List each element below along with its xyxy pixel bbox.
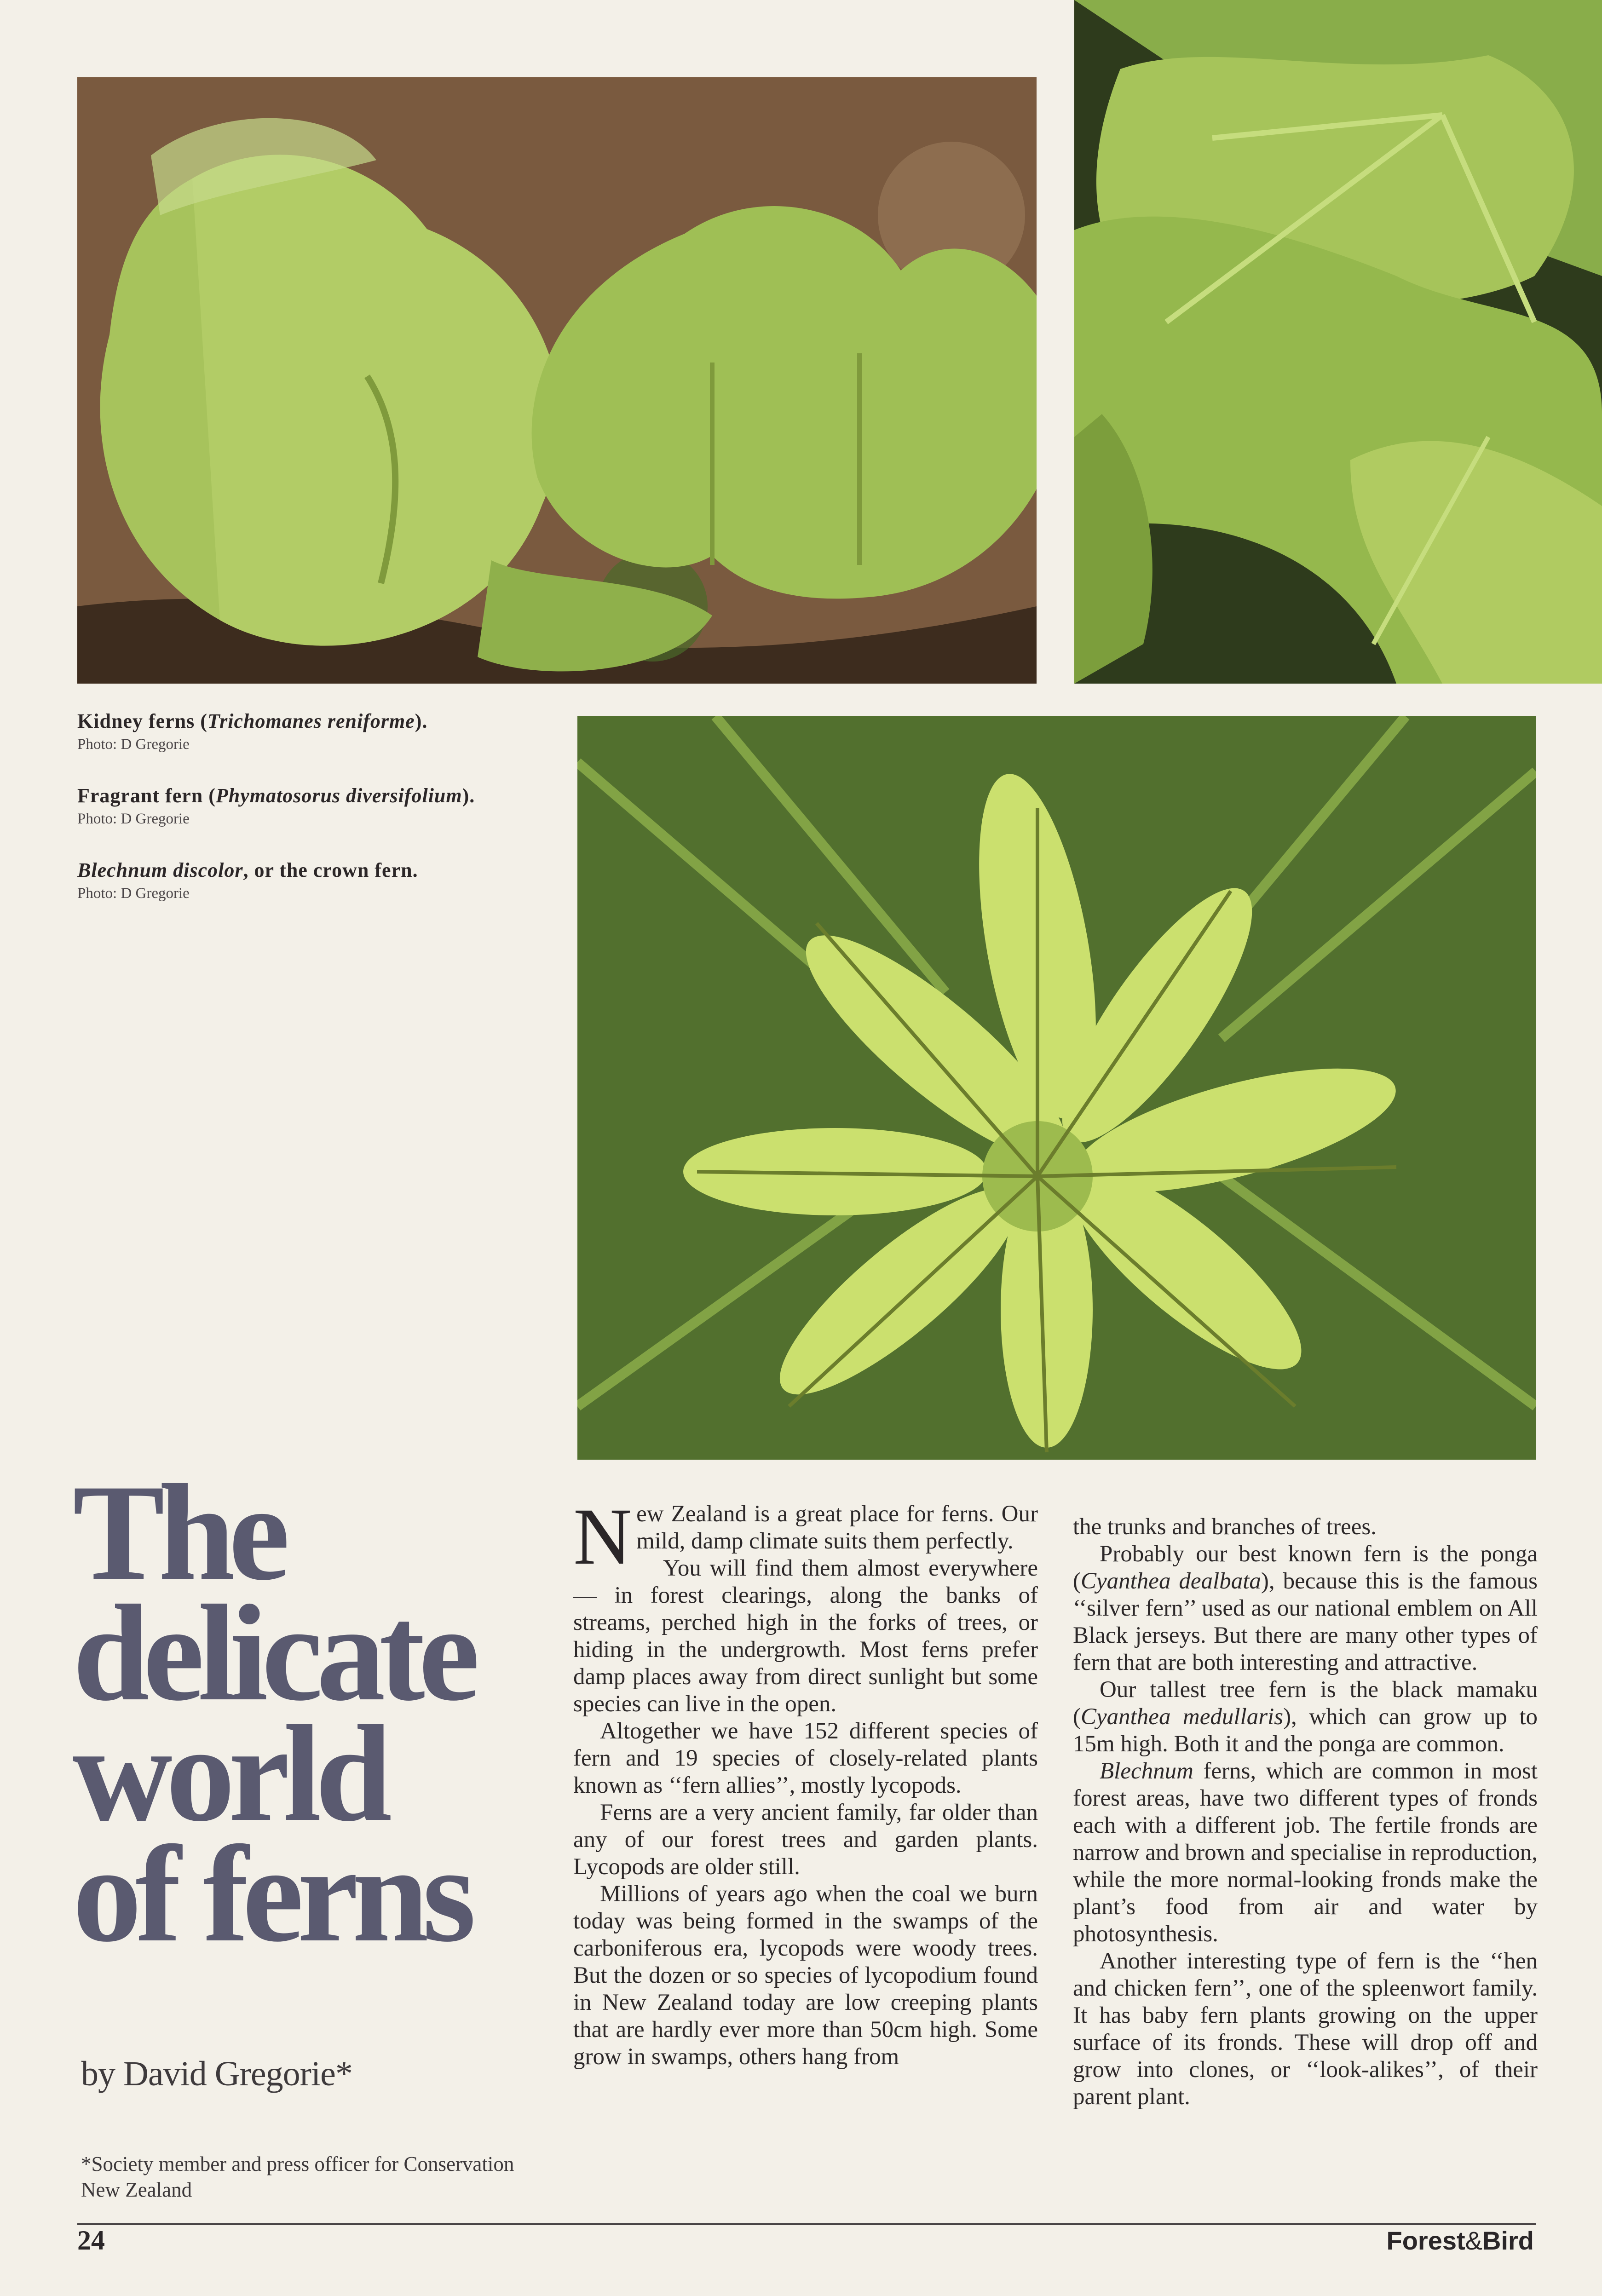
caption-title: Blechnum discolor, or the crown fern. bbox=[77, 859, 418, 881]
article-column-1 bbox=[573, 1492, 1038, 2071]
headline-line: world bbox=[73, 1697, 386, 1850]
drop-cap: N bbox=[573, 1492, 632, 1582]
caption-credit: Photo: D Gregorie bbox=[77, 885, 190, 902]
byline: by David Gregorie* bbox=[81, 2054, 352, 2093]
article-paragraph: Another interesting type of fern is the ‘‘hen and chicken fern’’, one of the spleenwort family. It has baby fern plants growing on the upper surface of its fronds. These will drop off and grow into clones, or ‘‘look-alikes’’, of their parent plant. bbox=[1073, 1948, 1538, 2110]
caption-crown-fern bbox=[77, 857, 537, 903]
kidney-ferns-photo bbox=[77, 77, 1037, 684]
article-column-2 bbox=[1073, 1513, 1538, 2111]
caption-credit: Photo: D Gregorie bbox=[77, 736, 190, 753]
caption-title: Fragrant fern (Phymatosorus diversifolium). bbox=[77, 784, 475, 807]
article-paragraph: Millions of years ago when the coal we burn today was being formed in the swamps of the carboniferous era, lycopods were woody trees. But the dozen or so species of lycopodium found in New Zealand today are low creeping plants that are hardly ever more than 50cm high. Some grow in swamps, others hang from bbox=[573, 1881, 1038, 2070]
article-paragraph: Our tallest tree fern is the black mamaku (Cyanthea medullaris), which can grow up to 15m high. Both it and the ponga are common. bbox=[1073, 1677, 1538, 1757]
crown-fern-photo bbox=[577, 716, 1536, 1460]
footer-rule bbox=[77, 2223, 1536, 2225]
article-paragraph: Ferns are a very ancient family, far older than any of our forest trees and garden plants. Lycopods are older still. bbox=[573, 1800, 1038, 1880]
caption-title: Kidney ferns (Trichomanes reniforme). bbox=[77, 710, 428, 732]
author-footnote: *Society member and press officer for Conservation New Zealand bbox=[81, 2152, 514, 2201]
article-paragraph: the trunks and branches of trees. bbox=[1073, 1514, 1377, 1540]
article-paragraph: Blechnum ferns, which are common in most forest areas, have two different types of fronds each with a different job. The fertile fronds are narrow and brown and specialise in reproduction, while the more normal-looking fronds make the plant’s food from air and water by photosynthesis. bbox=[1073, 1758, 1538, 1947]
headline-line: delicate bbox=[73, 1577, 473, 1729]
caption-credit: Photo: D Gregorie bbox=[77, 811, 190, 827]
article-paragraph: Altogether we have 152 different species of fern and 19 species of closely-related plants known as ‘‘fern allies’’, mostly lycopods. bbox=[573, 1718, 1038, 1798]
photo-captions bbox=[77, 708, 537, 932]
article-headline bbox=[73, 1456, 570, 1970]
fragrant-fern-photo bbox=[1074, 0, 1602, 684]
headline-line: of ferns bbox=[73, 1818, 470, 1970]
caption-fragrant-fern bbox=[77, 783, 537, 829]
caption-kidney-ferns bbox=[77, 708, 537, 754]
article-paragraph: Probably our best known fern is the ponga (Cyanthea dealbata), because this is the famous ‘‘silver fern’’ used as our national emblem on All Black jerseys. But there are many other types of fern that are both interesting and attractive. bbox=[1073, 1541, 1538, 1675]
page-number: 24 bbox=[77, 2225, 105, 2256]
article-paragraph: New Zealand is a great place for ferns. Our mild, damp climate suits them perfectly. bbox=[573, 1492, 1038, 1582]
article-paragraph: You will find them almost everywhere — in forest clearings, along the banks of streams, perched high in the forks of trees, or hiding in the undergrowth. Most ferns prefer damp places away from direct sunlight but some species can live in the open. bbox=[573, 1555, 1038, 1717]
headline-line: The bbox=[73, 1456, 284, 1609]
magazine-masthead: Forest&Bird bbox=[1386, 2226, 1534, 2255]
